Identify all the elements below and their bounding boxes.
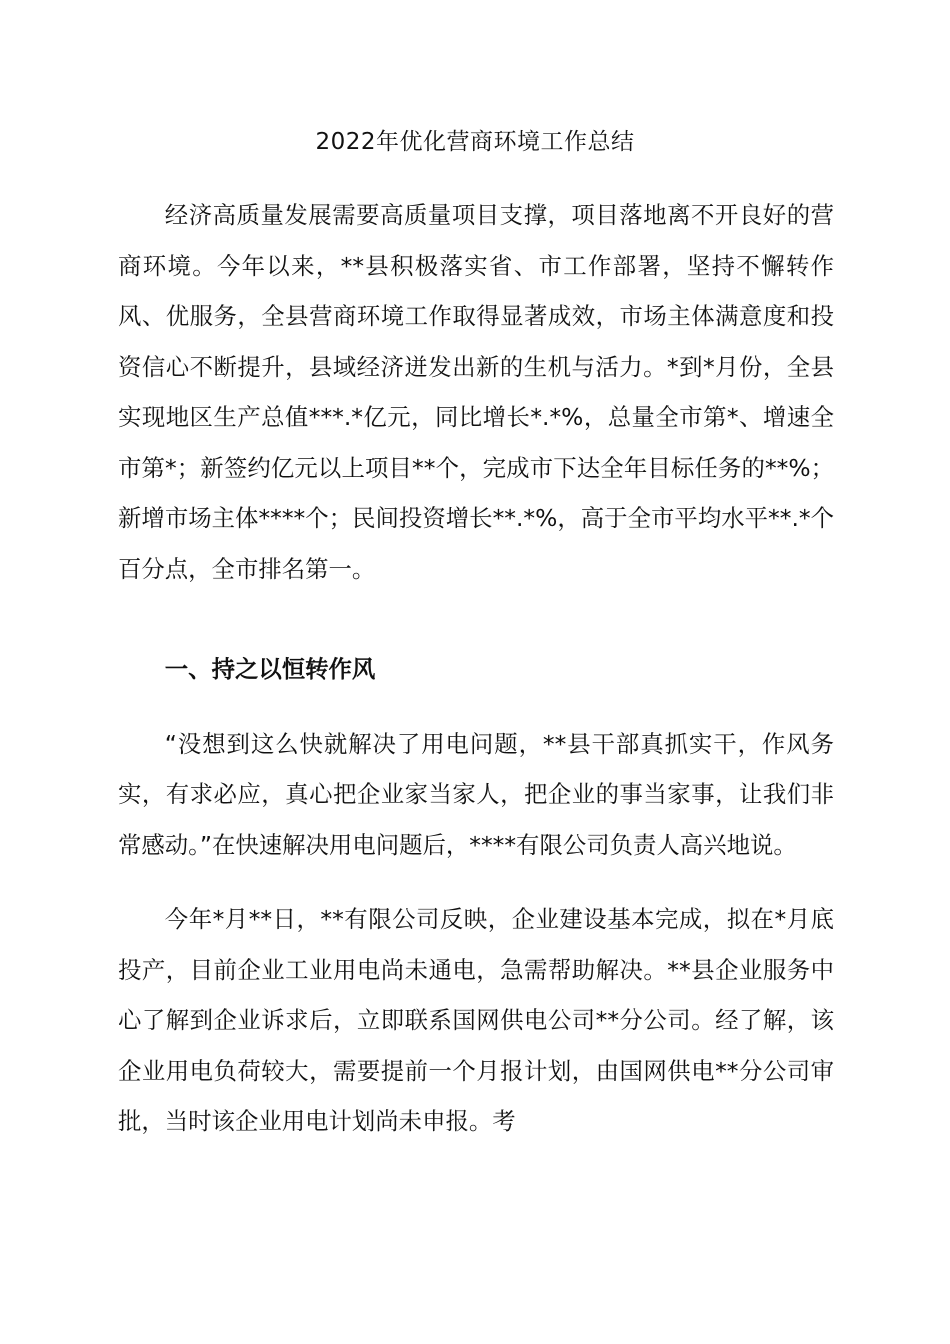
section-heading-1: 一、持之以恒转作风 [164,655,376,683]
intro-paragraph: 经济高质量发展需要高质量项目支撑，项目落地离不开良好的营商环境。今年以来，**县积极落实省、市工作部署，坚持不懈转作风、优服务，全县营商环境工作取得显著成效，市场主体满意度和投资信心不断提升，县域经济迸发出新的生机与活力。*到*月份，全县实现地区生产总值***.*亿元，同比增长*.*%，总量全市第*、增速全市第*；新签约亿元以上项目**个，完成市下达全年目标任务的**%；新增市场主体****个；民间投资增长**.*%，高于全市平均水平**.*个百分点，全市排名第一。 [118,201,834,583]
paragraph-spacer [118,870,834,894]
quote-paragraph: “没想到这么快就解决了用电问题，**县干部真抓实干，作风务实，有求必应，真心把企业家当家人，把企业的事当家事，让我们非常感动。”在快速解决用电问题后，****有限公司负责人高兴地说。 [118,729,834,859]
case-paragraph: 今年*月**日，**有限公司反映，企业建设基本完成，拟在*月底投产，目前企业工业用电尚未通电，急需帮助解决。**县企业服务中心了解到企业诉求后，立即联系国网供电公司**分公司。经了解，该企业用电负荷较大，需要提前一个月报计划，由国网供电**分公司审批，当时该企业用电计划尚未申报。考 [118,905,834,1135]
document-title: 2022年优化营商环境工作总结 [315,129,635,155]
paragraph-spacer [118,695,834,719]
document-body [118,190,834,1147]
section-spacer [118,594,834,644]
